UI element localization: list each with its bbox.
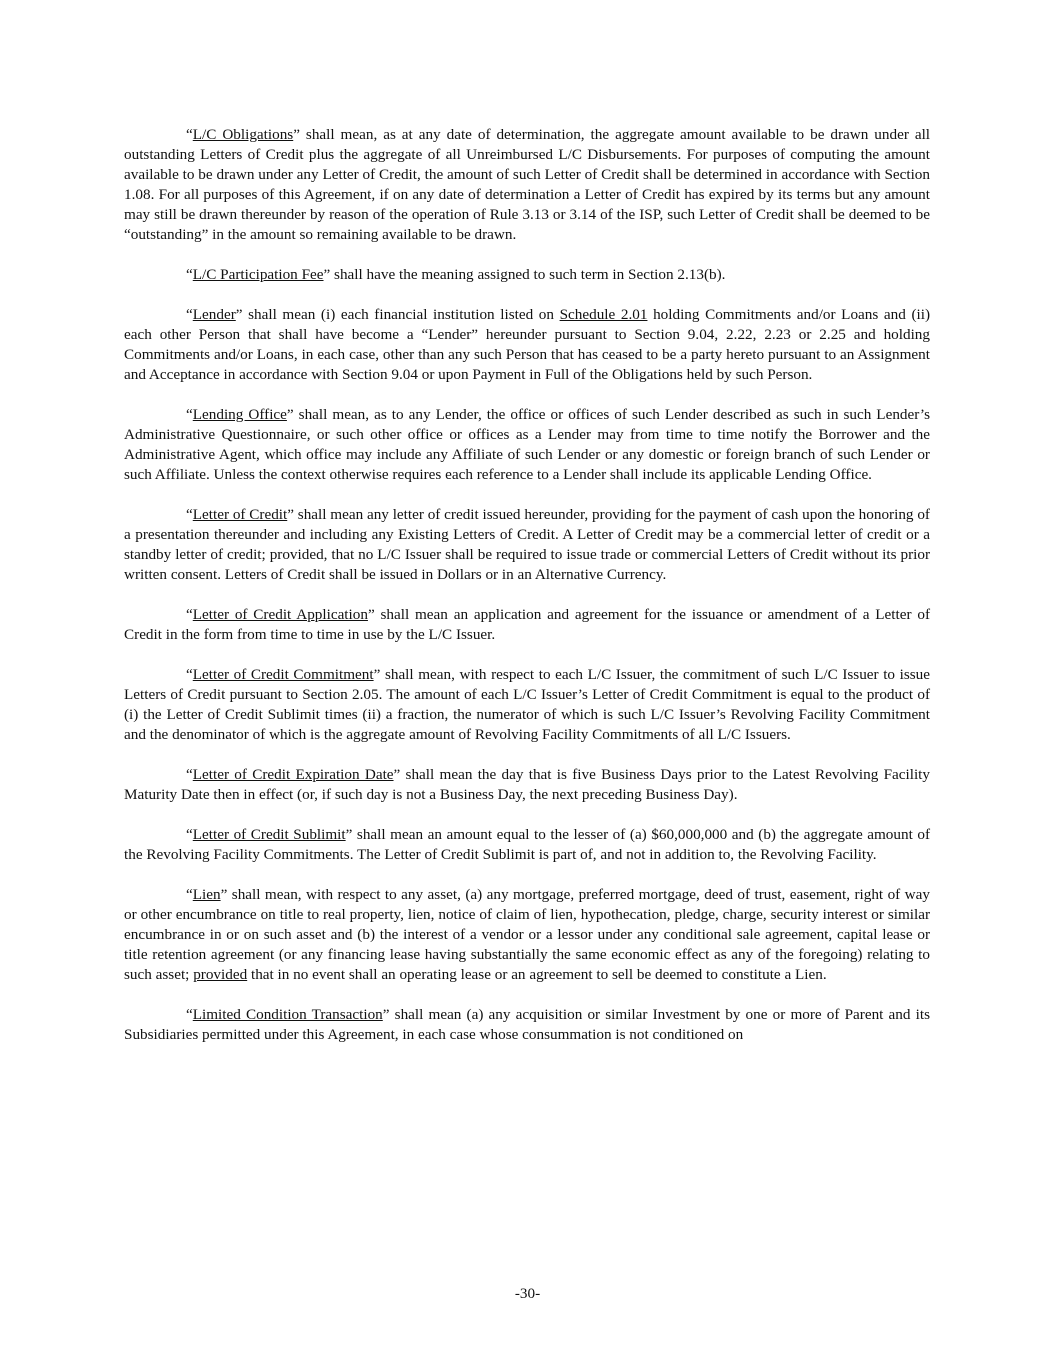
defined-term: Letter of Credit Expiration Date [192, 766, 394, 783]
open-quote: “ [186, 666, 193, 683]
defined-term: L/C Obligations [192, 126, 294, 143]
definition-text: ” shall mean an amount equal to the lesser of (a) $60,000,000 and (b) the aggregate amount of the Revolving Facility Commitments. The Letter of Credit Sublimit is part of, and not in addition to, the Revolving Facility. [124, 826, 930, 863]
definition-text-continued: holding Commitments and/or Loans and (ii) each other Person that shall have become a “Lender” hereunder pursuant to Section 9.04, 2.22, 2.23 or 2.25 and holding Commitments and/or Loans, in each case, other than any such Person that has ceased to be a party hereto pursuant to an Assignment and Acceptance in accordance with Section 9.04 or upon Payment in Full of the Obligations held by such Person. [124, 306, 931, 383]
definition-text: ” shall mean, as at any date of determination, the aggregate amount available to be drawn under all outstanding Letters of Credit plus the aggregate of all Unreimbursed L/C Disbursements. For purposes of computing the amount available to be drawn under any Letter of Credit, the amount of such Letter of Credit shall be determined in accordance with Section 1.08. For all purposes of this Agreement, if on any date of determination a Letter of Credit has expired by its terms but any amount may still be drawn thereunder by reason of the operation of Rule 3.13 or 3.14 of the ISP, such Letter of Credit shall be deemed to be “outstanding” in the amount so remaining available to be drawn. [124, 126, 931, 243]
defined-term: Lender [192, 306, 236, 323]
definition-text: ” shall mean, with respect to each L/C Issuer, the commitment of such L/C Issuer to issue Letters of Credit pursuant to Section 2.05. The amount of each L/C Issuer’s Letter of Credit Commitment is equal to the product of (i) the Letter of Credit Sublimit times (ii) a fraction, the numerator of which is such L/C Issuer’s Revolving Facility Commitment and the denominator of which is the aggregate amount of Revolving Facility Commitments of all L/C Issuers. [124, 666, 930, 743]
open-quote: “ [186, 766, 193, 783]
definition-text: ” shall mean, as to any Lender, the office or offices of such Lender described as such in such Lender’s Administrative Questionnaire, or such other office or offices as a Lender may from time to time notify the Borrower and the Administrative Agent, which office may include any Affiliate of such Lender or any domestic or foreign branch of such Lender or such Affiliate. Unless the context otherwise requires each reference to a Lender shall include its applicable Lending Office. [124, 406, 931, 483]
open-quote: “ [186, 506, 193, 523]
open-quote: “ [186, 826, 193, 843]
defined-term: Letter of Credit Application [192, 606, 368, 623]
definition-limited-condition-transaction [124, 1005, 930, 1045]
definition-text: ” shall mean, with respect to any asset, (a) any mortgage, preferred mortgage, deed of trust, easement, right of way or other encumbrance on title to real property, lien, notice of claim of lien, hypothecation, pledge, charge, security interest or similar encumbrance in or on such asset and (b) the interest of a vendor or a lessor under any conditional sale agreement, capital lease or title retention agreement (or any financing lease having substantially the same economic effect as any of the foregoing) relating to such asset; [124, 886, 930, 983]
open-quote: “ [186, 606, 193, 623]
provided-emphasis: provided [193, 966, 248, 983]
open-quote: “ [186, 406, 193, 423]
open-quote: “ [186, 1006, 193, 1023]
open-quote: “ [186, 126, 193, 143]
definition-letter-of-credit-application [124, 605, 930, 645]
definition-text: ” shall mean any letter of credit issued hereunder, providing for the payment of cash upon the honoring of a presentation thereunder and including any Existing Letters of Credit. A Letter of Credit may be a commercial letter of credit or a standby letter of credit; provided, that no L/C Issuer shall be required to issue trade or commercial Letters of Credit without its prior written consent. Letters of Credit shall be issued in Dollars or in an Alternative Currency. [124, 506, 930, 583]
defined-term: L/C Participation Fee [192, 266, 324, 283]
definition-text: ” shall have the meaning assigned to such term in Section 2.13(b). [323, 266, 726, 283]
definition-letter-of-credit [124, 505, 930, 585]
definition-text: ” shall mean the day that is five Business Days prior to the Latest Revolving Facility Maturity Date then in effect (or, if such day is not a Business Day, the next preceding Business Day). [124, 766, 930, 803]
definition-lc-participation-fee [124, 265, 930, 285]
definition-letter-of-credit-sublimit [124, 825, 930, 865]
definition-text-continued: that in no event shall an operating lease or an agreement to sell be deemed to constitute a Lien. [247, 966, 827, 983]
open-quote: “ [186, 306, 193, 323]
definition-letter-of-credit-commitment [124, 665, 930, 745]
document-body [124, 125, 930, 1065]
definition-text: ” shall mean (a) any acquisition or similar Investment by one or more of Parent and its Subsidiaries permitted under this Agreement, in each case whose consummation is not conditioned on [124, 1006, 930, 1043]
page-number: -30- [514, 1285, 541, 1302]
defined-term: Letter of Credit Commitment [192, 666, 374, 683]
definition-text: ” shall mean (i) each financial institution listed on [235, 306, 560, 323]
definition-lc-obligations [124, 125, 930, 245]
defined-term: Lien [192, 886, 221, 903]
definition-text: ” shall mean an application and agreement for the issuance or amendment of a Letter of Credit in the form from time to time in use by the L/C Issuer. [124, 606, 930, 643]
definition-lending-office [124, 405, 930, 485]
defined-term: Lending Office [192, 406, 287, 423]
definition-lien [124, 885, 930, 985]
definition-lender [124, 305, 930, 385]
schedule-reference: Schedule 2.01 [559, 306, 648, 323]
definition-letter-of-credit-expiration-date [124, 765, 930, 805]
open-quote: “ [186, 266, 193, 283]
defined-term: Letter of Credit Sublimit [192, 826, 346, 843]
open-quote: “ [186, 886, 193, 903]
defined-term: Letter of Credit [192, 506, 288, 523]
defined-term: Limited Condition Transaction [192, 1006, 383, 1023]
